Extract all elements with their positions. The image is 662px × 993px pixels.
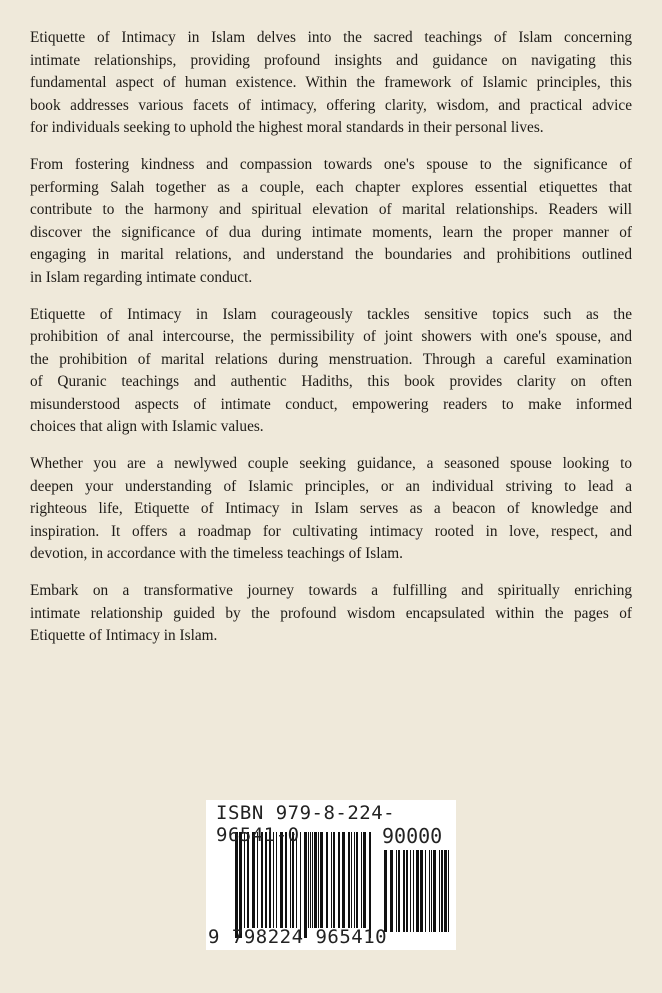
blurb-paragraph	[30, 453, 632, 566]
blurb-line: Etiquette of Intimacy in Islam courageously tackles sensitive topics such as the	[30, 305, 632, 323]
barcode-bar	[396, 850, 397, 932]
blurb-line: intimate relationship guided by the profound wisdom encapsulated within the pages of	[30, 604, 632, 622]
blurb-line: misunderstood aspects of intimate conduct, empowering readers to make informed	[30, 395, 632, 413]
isbn-barcode	[206, 800, 456, 950]
back-cover-blurb	[30, 27, 632, 662]
blurb-line: Whether you are a newlywed couple seeking guidance, a seasoned spouse looking to	[30, 455, 632, 472]
price-addon-code: 90000	[382, 824, 443, 848]
blurb-line: contribute to the harmony and spiritual elevation of marital relationships. Readers will	[30, 201, 632, 218]
blurb-line: Etiquette of Intimacy in Islam.	[30, 627, 218, 644]
barcode-bar	[413, 850, 414, 932]
barcode-bar	[338, 832, 340, 928]
barcode-bar	[331, 832, 332, 928]
barcode-bar	[304, 832, 307, 938]
barcode-bar	[314, 832, 317, 928]
blurb-paragraph	[30, 304, 632, 439]
barcode-bar	[320, 832, 323, 928]
barcode-bar	[441, 850, 443, 932]
blurb-line: the prohibition of marital relations during menstruation. Through a careful examination	[30, 350, 632, 368]
barcode-bar	[235, 832, 238, 938]
barcode-bar	[285, 832, 287, 928]
barcode-bar	[420, 850, 423, 932]
barcode-bar	[318, 832, 319, 928]
blurb-line: Embark on a transformative journey towards a fulfilling and spiritually enriching	[30, 582, 632, 599]
blurb-line: From fostering kindness and compassion towards one's spouse to the significance of	[30, 156, 632, 173]
blurb-paragraph	[30, 154, 632, 289]
barcode-bar	[429, 850, 430, 932]
barcode-bar	[239, 832, 242, 938]
barcode-bar	[433, 850, 436, 932]
blurb-line: for individuals seeking to uphold the highest moral standards in their personal lives.	[30, 119, 544, 136]
blurb-line: choices that align with Islamic values.	[30, 418, 264, 435]
barcode-bar	[265, 832, 267, 928]
barcode-bar	[410, 850, 411, 932]
barcode-bar	[333, 832, 335, 928]
barcode-bar	[356, 832, 358, 928]
barcode-bar	[326, 832, 328, 928]
barcode-bar	[431, 850, 432, 932]
isbn-label: ISBN 979-8-224-96541-0	[216, 802, 396, 846]
barcode-bar	[276, 832, 277, 928]
blurb-line: devotion, in accordance with the timeless teachings of Islam.	[30, 545, 403, 562]
barcode-bar	[369, 832, 371, 938]
barcode-bar	[292, 832, 294, 928]
barcode-bar	[406, 850, 408, 932]
barcode-bar	[403, 850, 405, 932]
barcode-bar	[296, 832, 297, 928]
barcode-bar	[310, 832, 311, 928]
barcode-bar	[425, 850, 426, 932]
barcode-bar	[244, 832, 245, 928]
barcode-bar	[290, 832, 291, 928]
blurb-line: performing Salah together as a couple, each chapter explores essential etiquettes that	[30, 178, 632, 196]
ean-digits: 9 798224 965410	[208, 926, 388, 948]
barcode-bar	[448, 850, 449, 932]
barcode-bar	[252, 832, 255, 928]
barcode-bar	[300, 832, 301, 938]
blurb-paragraph	[30, 27, 632, 140]
barcode-bar	[312, 832, 313, 928]
barcode-bar	[273, 832, 274, 928]
blurb-line: fundamental aspect of human existence. Within the framework of Islamic principles, this	[30, 74, 632, 91]
barcode-bar	[384, 850, 387, 932]
barcode-bar	[439, 850, 440, 932]
barcode-bar	[390, 850, 393, 932]
barcode-bar	[351, 832, 352, 928]
blurb-line: righteous life, Etiquette of Intimacy in Islam serves as a beacon of knowledge and	[30, 500, 632, 517]
barcode-bar	[342, 832, 345, 928]
barcode-bar	[354, 832, 355, 928]
blurb-line: deepen your understanding of Islamic principles, or an individual striving to lead a	[30, 477, 632, 495]
barcode-bar	[361, 832, 362, 928]
barcode-bar	[247, 832, 249, 928]
barcode-bar	[444, 850, 447, 932]
blurb-line: prohibition of anal intercourse, the permissibility of joint showers with one's spouse, and	[30, 328, 632, 345]
barcode-bar	[363, 832, 366, 928]
blurb-line: engaging in marital relations, and understand the boundaries and prohibitions outlined	[30, 246, 632, 263]
blurb-paragraph	[30, 580, 632, 648]
blurb-line: Etiquette of Intimacy in Islam delves into the sacred teachings of Islam concerning	[30, 29, 632, 46]
barcode-bar	[416, 850, 419, 932]
blurb-line: discover the significance of dua during intimate moments, learn the proper manner of	[30, 223, 632, 241]
blurb-line: book addresses various facets of intimacy, offering clarity, wisdom, and practical advice	[30, 96, 632, 114]
blurb-line: intimate relationships, providing profound insights and guidance on navigating this	[30, 51, 632, 69]
barcode-bar	[269, 832, 271, 928]
blurb-line: inspiration. It offers a roadmap for cultivating intimacy rooted in love, respect, and	[30, 522, 632, 540]
barcode-bar	[348, 832, 350, 928]
barcode-bar	[280, 832, 283, 928]
barcode-bar	[257, 832, 258, 928]
barcode-bar	[308, 832, 309, 928]
blurb-line: of Quranic teachings and authentic Hadiths, this book provides clarity on often	[30, 373, 632, 390]
blurb-line: in Islam regarding intimate conduct.	[30, 268, 253, 286]
barcode-bar	[398, 850, 400, 932]
barcode-bar	[261, 832, 263, 928]
